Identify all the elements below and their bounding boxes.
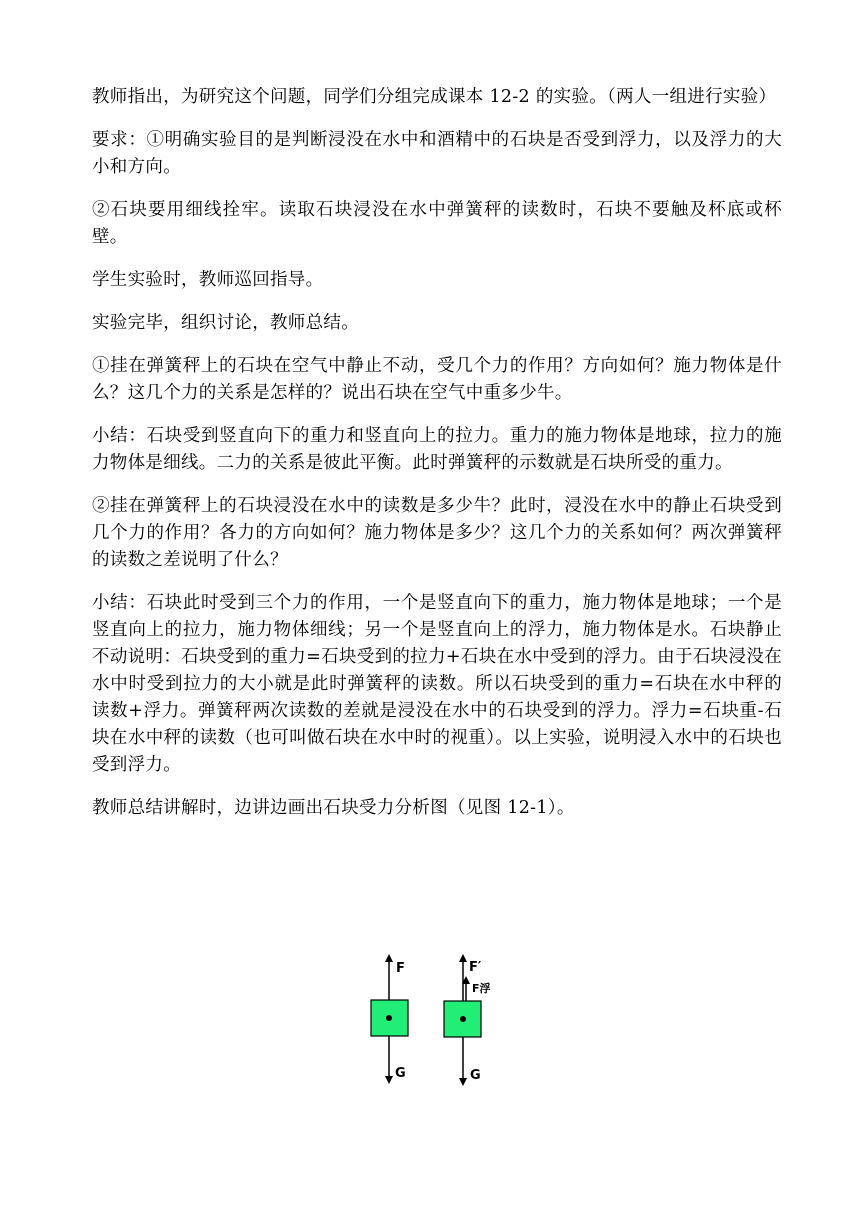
paragraph-discussion: 实验完毕，组织讨论，教师总结。 — [92, 313, 359, 333]
force-diagram-figure — [362, 950, 502, 1090]
label-f-buoyancy-right: F浮 — [472, 982, 491, 995]
force-diagram-left — [371, 958, 408, 1081]
label-g-right: G — [470, 1068, 481, 1083]
paragraph-figure-caption: 教师总结讲解时，边讲边画出石块受力分析图（见图 12-1）。 — [92, 798, 575, 818]
label-f-left: F — [396, 961, 405, 976]
paragraph-question-2: ②挂在弹簧秤上的石块浸没在水中的读数是多少牛？此时，浸没在水中的静止石块受到几个力的作用？各力的方向如何？施力物体是多少？这几个力的关系如何？两次弹簧秤的读数之差说明了什么？ — [92, 496, 782, 570]
label-g-left: G — [395, 1066, 406, 1081]
label-f-prime-right: F′ — [469, 960, 482, 975]
paragraph-question-1: ①挂在弹簧秤上的石块在空气中静止不动，受几个力的作用？方向如何？施力物体是什么？这几个力的关系是怎样的？说出石块在空气中重多少牛。 — [92, 356, 782, 403]
paragraph-summary-1: 小结：石块受到竖直向下的重力和竖直向上的拉力。重力的施力物体是地球，拉力的施力物体是细线。二力的关系是彼此平衡。此时弹簧秤的示数就是石块所受的重力。 — [92, 426, 782, 473]
paragraph-requirement-1: 要求：①明确实验目的是判断浸没在水中和酒精中的石块是否受到浮力，以及浮力的大小和方向。 — [92, 130, 782, 177]
paragraph-guidance: 学生实验时，教师巡回指导。 — [92, 270, 324, 290]
paragraph-requirement-2: ②石块要用细线拴牢。读取石块浸没在水中弹簧秤的读数时，石块不要触及杯底或杯壁。 — [92, 200, 782, 247]
center-point-right — [460, 1016, 466, 1022]
force-diagram-svg — [362, 950, 502, 1090]
center-point-left — [386, 1015, 392, 1021]
force-diagram-right — [444, 958, 491, 1083]
paragraph-summary-2: 小结：石块此时受到三个力的作用，一个是竖直向下的重力，施力物体是地球；一个是竖直向上的拉力，施力物体细线；另一个是竖直向上的浮力，施力物体是水。石块静止不动说明：石块受到的重力=石块受到的拉力+石块在水中受到的浮力。由于石块浸没在水中时受到拉力的大小就是此时弹簧秤的读数。所以石块受到的重力=石块在水中秤的读数+浮力。弹簧秤两次读数的差就是浸没在水中的石块受到的浮力。浮力=石块重-石块在水中秤的读数（也可叫做石块在水中时的视重）。以上实验，说明浸入水中的石块也受到浮力。 — [92, 593, 782, 775]
paragraph-intro: 教师指出，为研究这个问题，同学们分组完成课本 12-2 的实验。（两人一组进行实验） — [92, 87, 777, 107]
document-body — [92, 84, 782, 838]
